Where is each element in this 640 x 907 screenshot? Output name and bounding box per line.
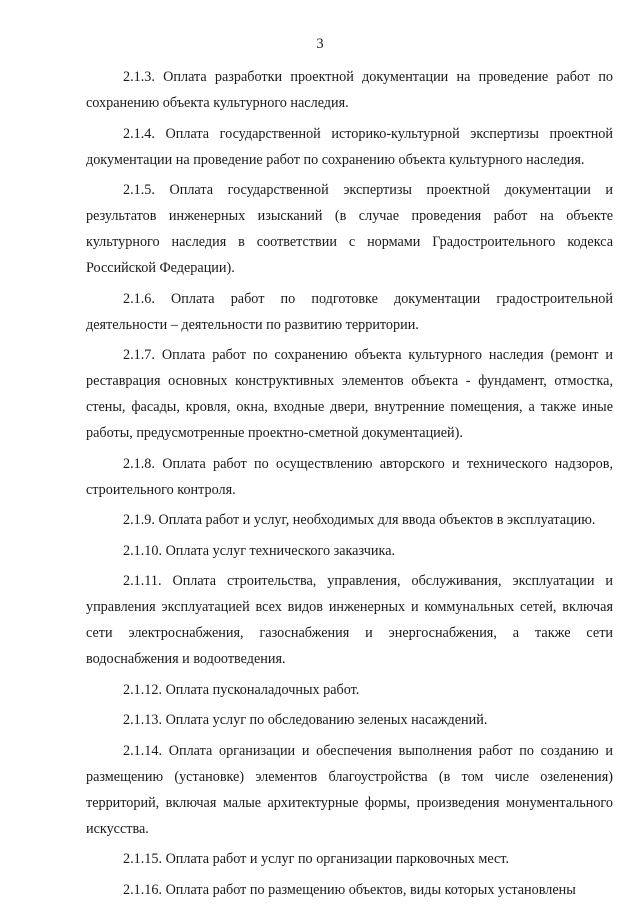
clause-2-1-11: 2.1.11. Оплата строительства, управления, обслуживания, эксплуатации и управления эксплуатацией всех видов инженерных и коммунальных сетей, включая сети электроснабжения, газоснабжения и энергоснабжения, а также сети водоснабжения и водоотведения. bbox=[86, 573, 613, 667]
clause-2-1-16: 2.1.16. Оплата работ по размещению объектов, виды которых установлены bbox=[123, 881, 576, 898]
clause-2-1-9: 2.1.9. Оплата работ и услуг, необходимых для ввода объектов в эксплуатацию. bbox=[123, 512, 596, 528]
document-body bbox=[86, 64, 613, 907]
clause-2-1-4: 2.1.4. Оплата государственной историко-культурной экспертизы проектной документации на проведение работ по сохранению объекта культурного наследия. bbox=[86, 125, 613, 168]
clause-2-1-12: 2.1.12. Оплата пусконаладочных работ. bbox=[123, 681, 360, 698]
clause-2-1-7: 2.1.7. Оплата работ по сохранению объекта культурного наследия (ремонт и реставрация основных конструктивных элементов объекта - фундамент, отмостка, стены, фасады, кровля, окна, входные двери, внутренние помещения, а также иные работы, предусмотренные проектно-сметной документацией). bbox=[86, 347, 613, 441]
clause-2-1-13: 2.1.13. Оплата услуг по обследованию зеленых насаждений. bbox=[123, 712, 488, 728]
clause-2-1-5: 2.1.5. Оплата государственной экспертизы проектной документации и результатов инженерных изысканий (в случае проведения работ на объекте культурного наследия в соответствии с нормами Градостроительного кодекса Российской Федерации). bbox=[86, 182, 613, 276]
clause-2-1-15: 2.1.15. Оплата работ и услуг по организации парковочных мест. bbox=[123, 851, 509, 867]
clause-2-1-8: 2.1.8. Оплата работ по осуществлению авторского и технического надзоров, строительного контроля. bbox=[86, 455, 613, 498]
clause-2-1-10: 2.1.10. Оплата услуг технического заказчика. bbox=[123, 542, 396, 559]
clause-2-1-14: 2.1.14. Оплата организации и обеспечения выполнения работ по созданию и размещению (установке) элементов благоустройства (в том числе озеленения) территорий, включая малые архитектурные формы, произведения монументального искусства. bbox=[86, 742, 613, 837]
page-number: 3 bbox=[316, 36, 324, 52]
clause-2-1-3: 2.1.3. Оплата разработки проектной документации на проведение работ по сохранению объекта культурного наследия. bbox=[86, 69, 613, 111]
clause-2-1-6: 2.1.6. Оплата работ по подготовке документации градостроительной деятельности – деятельности по развитию территории. bbox=[86, 290, 613, 333]
